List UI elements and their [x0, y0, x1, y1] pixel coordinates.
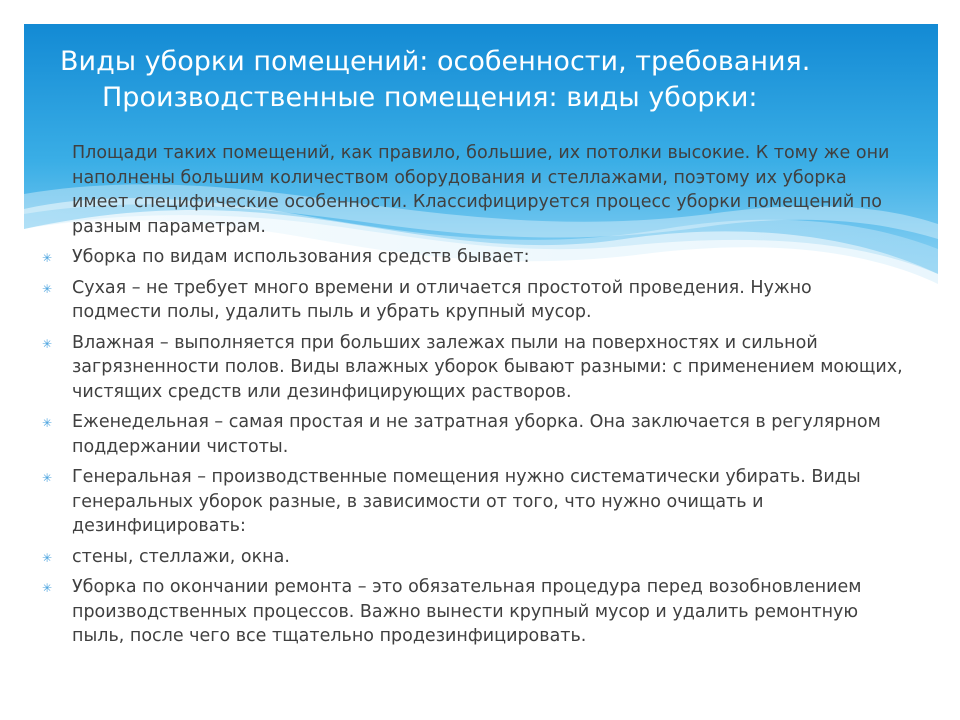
list-item-text: Влажная – выполняется при больших залежах пыли на поверхностях и сильной загрязненности полов. Виды влажных уборок бывают разными: с применением моющих, чистящих средств или дезинфицирующих растворов. — [72, 332, 903, 402]
list-item-text: стены, стеллажи, окна. — [72, 546, 290, 567]
list-item — [24, 545, 904, 570]
slide — [24, 24, 938, 701]
list-item-text: Сухая – не требует много времени и отличается простотой проведения. Нужно подмести полы, удалить пыль и убрать крупный мусор. — [72, 277, 812, 322]
list-item-text: Уборка по видам использования средств бывает: — [72, 247, 530, 267]
list-item — [24, 575, 904, 649]
list-item-text: Генеральная – производственные помещения нужно систематически убирать. Виды генеральных уборок разные, в зависимости от того, что нужно очищать и дезинфицировать: — [72, 467, 861, 536]
asterisk-bullet-icon: ✳ — [42, 550, 53, 565]
slide-title — [24, 44, 938, 116]
list-item — [24, 331, 904, 405]
list-item — [24, 465, 904, 539]
asterisk-bullet-icon: ✳ — [42, 281, 53, 296]
title-line-2: Производственные помещения: виды уборки: — [102, 82, 758, 113]
list-item-text: Уборка по окончании ремонта – это обязательная процедура перед возобновлением производственных процессов. Важно вынести крупный мусор и удалить ремонтную пыль, после чего все тщательно продезинфицировать. — [72, 577, 862, 646]
slide-content — [24, 141, 904, 655]
list-item — [24, 276, 904, 325]
list-item-text: Еженедельная – самая простая и не затратная уборка. Она заключается в регулярном поддержании чистоты. — [72, 412, 881, 457]
asterisk-bullet-icon: ✳ — [42, 581, 53, 595]
asterisk-bullet-icon: ✳ — [42, 251, 53, 265]
list-item — [24, 410, 904, 459]
list-item — [24, 245, 904, 270]
asterisk-bullet-icon: ✳ — [42, 336, 53, 351]
asterisk-bullet-icon: ✳ — [42, 416, 53, 430]
asterisk-bullet-icon: ✳ — [42, 471, 53, 485]
intro-paragraph: Площади таких помещений, как правило, большие, их потолки высокие. К тому же они наполнены большим количеством оборудования и стеллажами, поэтому их уборка имеет специфические особенности. Классифицируется процесс уборки помещений по разным параметрам. — [72, 143, 890, 237]
title-line-1: Виды уборки помещений: особенности, требования. — [60, 46, 811, 77]
